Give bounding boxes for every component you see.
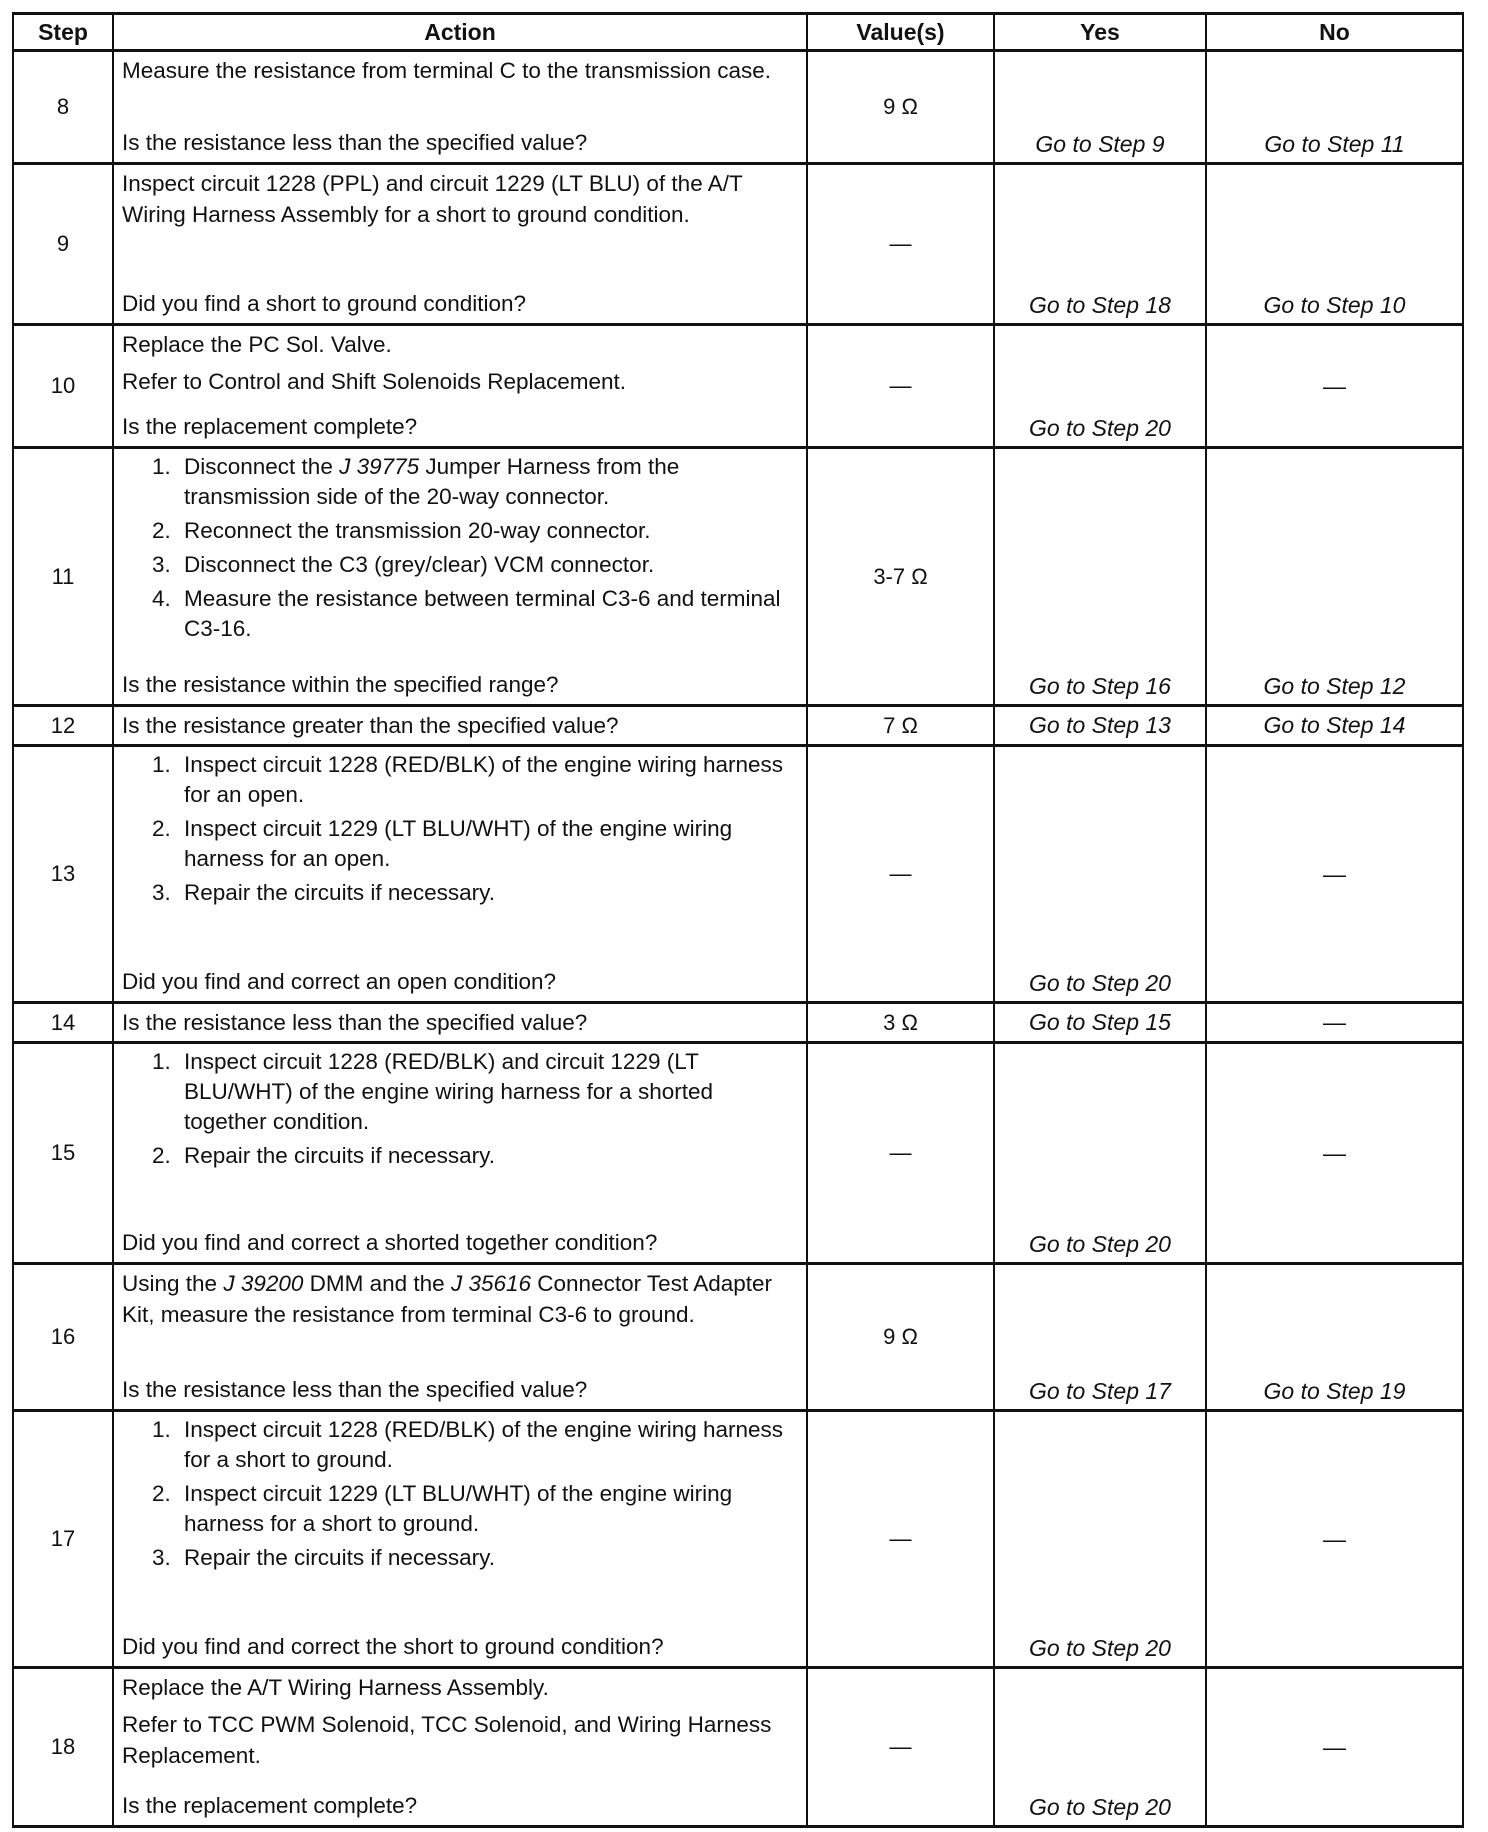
no-cell: Go to Step 19 [1206,1264,1463,1411]
list-number: 2. [152,518,171,543]
table-row-step-14 [13,1003,1463,1043]
list-text: Inspect circuit 1229 (LT BLU/WHT) of the engine wiring harness for an open. [184,816,733,871]
yes-cell: Go to Step 16 [994,448,1206,706]
action-question: Did you find and correct a shorted together condition? [122,1230,658,1255]
action-cell [113,1411,807,1668]
action-question: Is the resistance less than the specified value? [122,130,588,155]
step-number: 14 [13,1003,113,1043]
list-number: 2. [152,1143,171,1168]
list-number: 3. [152,880,171,905]
list-item [152,1047,798,1137]
list-item [152,750,798,810]
value-cell: 3 Ω [807,1003,994,1043]
action-cell [113,164,807,325]
header-step: Step [13,14,113,51]
table-row-step-12 [13,706,1463,746]
step-number: 17 [13,1411,113,1668]
list-text: Measure the resistance between terminal C3-6 and terminal C3-16. [184,586,781,641]
table-row-step-16 [13,1264,1463,1411]
yes-cell: Go to Step 17 [994,1264,1206,1411]
list-number: 1. [152,752,171,777]
tool-name: J 39200 [223,1271,304,1296]
action-steps-list [122,1047,798,1175]
list-text: Disconnect the C3 (grey/clear) VCM connector. [184,552,655,577]
tool-name: J 39775 [339,454,420,479]
list-item [152,1479,798,1539]
list-number: 1. [152,1417,171,1442]
list-text: Inspect circuit 1228 (RED/BLK) of the engine wiring harness for a short to ground. [184,1417,784,1472]
action-text: Refer to Control and Shift Solenoids Replacement. [122,369,627,394]
value-cell: — [807,164,994,325]
value-cell: — [807,746,994,1003]
no-cell: — [1206,746,1463,1003]
value-cell: 9 Ω [807,51,994,164]
step-number: 16 [13,1264,113,1411]
list-number: 1. [152,1049,171,1074]
list-item [152,814,798,874]
list-number: 1. [152,454,171,479]
action-cell [113,448,807,706]
list-item [152,1415,798,1475]
list-text: Jumper Harness from the transmission side of the 20-way connector. [184,454,680,509]
yes-cell: Go to Step 20 [994,325,1206,448]
list-number: 3. [152,552,171,577]
list-item [152,584,798,644]
yes-cell: Go to Step 9 [994,51,1206,164]
list-text: Disconnect the [184,454,340,479]
no-cell: Go to Step 11 [1206,51,1463,164]
action-cell [113,51,807,164]
action-text: Inspect circuit 1228 (PPL) and circuit 1229 (LT BLU) of the A/T Wiring Harness Assembly for a short to ground condition. [122,171,743,227]
list-text: Repair the circuits if necessary. [184,1143,495,1168]
list-text: Repair the circuits if necessary. [184,880,495,905]
action-cell [113,1043,807,1264]
list-item [152,516,798,546]
yes-cell: Go to Step 20 [994,746,1206,1003]
action-text: Refer to TCC PWM Solenoid, TCC Solenoid, and Wiring Harness Replacement. [122,1712,772,1768]
action-question: Did you find a short to ground condition? [122,291,527,316]
yes-cell: Go to Step 18 [994,164,1206,325]
yes-cell: Go to Step 15 [994,1003,1206,1043]
list-number: 2. [152,816,171,841]
list-number: 2. [152,1481,171,1506]
header-yes: Yes [994,14,1206,51]
list-text: Inspect circuit 1229 (LT BLU/WHT) of the engine wiring harness for a short to ground. [184,1481,733,1536]
step-number: 8 [13,51,113,164]
value-cell: — [807,1043,994,1264]
step-number: 13 [13,746,113,1003]
diagnostic-steps-table [12,12,1464,1828]
list-number: 3. [152,1545,171,1570]
action-question: Is the resistance greater than the specified value? [113,706,807,746]
yes-cell: Go to Step 20 [994,1043,1206,1264]
no-cell: — [1206,1043,1463,1264]
table-row-step-11 [13,448,1463,706]
yes-cell: Go to Step 20 [994,1668,1206,1827]
table-row-step-17 [13,1411,1463,1668]
list-item [152,1141,798,1171]
table-row-step-15 [13,1043,1463,1264]
list-text: Inspect circuit 1228 (RED/BLK) of the engine wiring harness for an open. [184,752,784,807]
step-number: 9 [13,164,113,325]
table-row-step-18 [13,1668,1463,1827]
list-text: Repair the circuits if necessary. [184,1545,495,1570]
action-steps-list [122,750,798,912]
value-cell: — [807,1411,994,1668]
step-number: 10 [13,325,113,448]
list-item [152,1543,798,1573]
no-cell: — [1206,325,1463,448]
table-row-step-13 [13,746,1463,1003]
no-cell: Go to Step 14 [1206,706,1463,746]
action-cell [113,746,807,1003]
step-number: 15 [13,1043,113,1264]
action-question: Is the resistance less than the specified value? [122,1377,588,1402]
action-text: Replace the PC Sol. Valve. [122,332,392,357]
value-cell: 9 Ω [807,1264,994,1411]
action-steps-list [122,452,798,648]
value-cell: — [807,1668,994,1827]
yes-cell: Go to Step 20 [994,1411,1206,1668]
action-question: Did you find and correct an open condition? [122,969,557,994]
list-item [152,878,798,908]
list-item [152,452,798,512]
no-cell: — [1206,1411,1463,1668]
table-row-step-9 [13,164,1463,325]
step-number: 18 [13,1668,113,1827]
value-cell: 7 Ω [807,706,994,746]
action-question: Did you find and correct the short to ground condition? [122,1634,664,1659]
tool-name: J 35616 [450,1271,532,1296]
list-text: Reconnect the transmission 20-way connector. [184,518,651,543]
table-header-row [13,14,1463,51]
action-text: Replace the A/T Wiring Harness Assembly. [122,1675,549,1700]
no-cell: Go to Step 10 [1206,164,1463,325]
action-steps-list [122,1415,798,1577]
action-text: Using the J 39200 DMM and the J 35616 Connector Test Adapter Kit, measure the resistance from terminal C3-6 to ground. [122,1271,773,1327]
no-cell: — [1206,1003,1463,1043]
header-no: No [1206,14,1463,51]
action-cell [113,1668,807,1827]
no-cell: Go to Step 12 [1206,448,1463,706]
value-cell: — [807,325,994,448]
action-cell [113,1264,807,1411]
action-question: Is the resistance within the specified range? [122,672,559,697]
table-row-step-10 [13,325,1463,448]
action-text: Measure the resistance from terminal C to the transmission case. [122,58,772,83]
diagnostic-table-page [12,12,1462,1828]
list-number: 4. [152,586,171,611]
list-item [152,550,798,580]
list-text: Inspect circuit 1228 (RED/BLK) and circuit 1229 (LT BLU/WHT) of the engine wiring harness for a shorted together condition. [184,1049,713,1134]
header-values: Value(s) [807,14,994,51]
step-number: 12 [13,706,113,746]
header-action: Action [113,14,807,51]
action-question: Is the resistance less than the specified value? [113,1003,807,1043]
value-cell: 3-7 Ω [807,448,994,706]
table-row-step-8 [13,51,1463,164]
action-question: Is the replacement complete? [122,1793,418,1818]
action-cell [113,325,807,448]
yes-cell: Go to Step 13 [994,706,1206,746]
action-question: Is the replacement complete? [122,414,418,439]
no-cell: — [1206,1668,1463,1827]
step-number: 11 [13,448,113,706]
